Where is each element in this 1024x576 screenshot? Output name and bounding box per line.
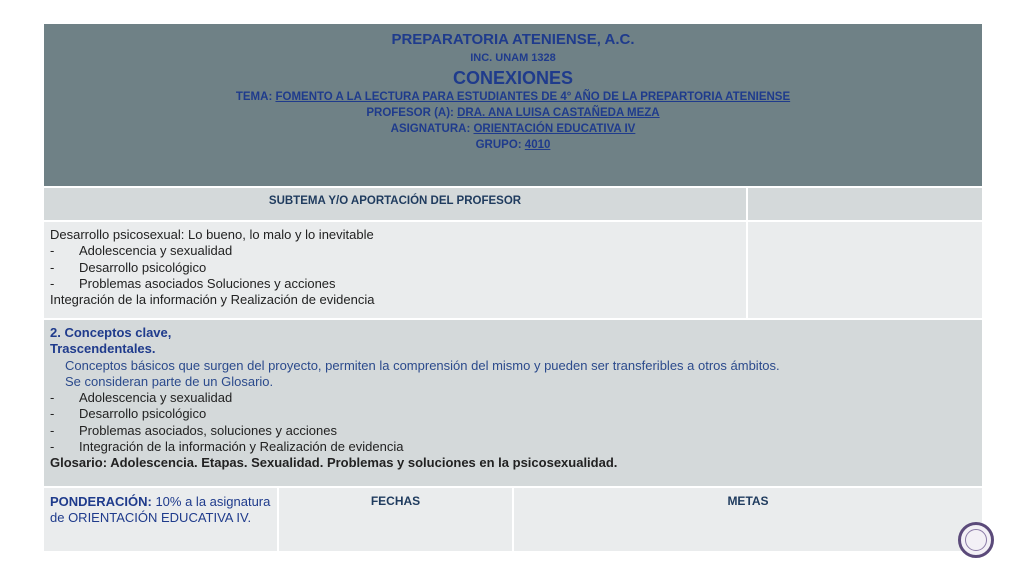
grupo-label: GRUPO:	[475, 139, 525, 151]
list-item-text: Desarrollo psicológico	[79, 259, 207, 275]
conceptos-row	[44, 320, 982, 486]
subtema-row	[44, 222, 982, 318]
ponderacion-value: 10% a la asignatura	[151, 494, 271, 509]
tema-line	[44, 91, 982, 103]
bullet-dash: -	[50, 422, 55, 438]
ponderacion-line-2: de ORIENTACIÓN EDUCATIVA IV.	[50, 510, 252, 525]
grupo-line	[44, 139, 982, 151]
list-item	[50, 423, 976, 439]
ponderacion-label: PONDERACIÓN:	[50, 494, 152, 509]
bullet-dash: -	[50, 259, 55, 275]
conceptos-desc: Conceptos básicos que surgen del proyecto, permiten la comprensión del mismo y pueden ser transferibles a otros ámbitos.	[65, 357, 780, 373]
slide-number-badge-icon	[958, 522, 994, 558]
subtema-header-empty	[748, 188, 982, 220]
subtema-header-row	[44, 188, 982, 220]
conceptos-title: 2. Conceptos clave,	[50, 325, 172, 340]
asignatura-line	[44, 123, 982, 135]
bullet-dash: -	[50, 243, 55, 259]
subtema-content	[44, 222, 746, 318]
subtema-header: SUBTEMA Y/O APORTACIÓN DEL PROFESOR	[44, 188, 746, 220]
list-item-text: Problemas asociados Soluciones y acciones	[79, 275, 336, 291]
bullet-dash: -	[50, 390, 55, 406]
ponderacion-line	[50, 494, 271, 510]
list-item-text: Adolescencia y sexualidad	[79, 390, 233, 406]
list-item	[50, 439, 976, 455]
metas-header: METAS	[514, 488, 982, 551]
footer-row	[44, 488, 982, 551]
list-item-text: Adolescencia y sexualidad	[79, 243, 233, 259]
tema-label: TEMA:	[235, 91, 276, 103]
subtema-closing: Integración de la información y Realización de evidencia	[50, 292, 375, 308]
list-item-text: Integración de la información y Realización de evidencia	[79, 439, 404, 455]
header-banner	[44, 24, 982, 186]
list-item-text: Problemas asociados, soluciones y acciones	[79, 422, 337, 438]
ponderacion-cell	[44, 488, 277, 551]
school-name: PREPARATORIA ATENIENSE, A.C.	[391, 31, 635, 48]
grupo-value: 4010	[524, 139, 551, 151]
bullet-dash: -	[50, 406, 55, 422]
conceptos-subtitle: Trascendentales.	[50, 341, 156, 357]
conceptos-desc-2: Se consideran parte de un Glosario.	[65, 373, 274, 389]
subtema-empty-cell	[748, 222, 982, 318]
incorporation: INC. UNAM 1328	[470, 52, 556, 64]
list-item	[50, 243, 740, 259]
profesor-value: DRA. ANA LUISA CASTAÑEDA MEZA	[457, 107, 660, 119]
badge-inner-ring-icon	[965, 529, 987, 551]
bullet-dash: -	[50, 439, 55, 455]
list-item	[50, 276, 740, 292]
profesor-line	[44, 107, 982, 119]
tema-value: FOMENTO A LA LECTURA PARA ESTUDIANTES DE 4° AÑO DE LA PREPARTORIA ATENIENSE	[275, 91, 791, 103]
list-item	[50, 260, 740, 276]
page-title: CONEXIONES	[452, 68, 574, 88]
list-item	[50, 390, 976, 406]
profesor-label: PROFESOR (A):	[366, 107, 458, 119]
glosario-line: Glosario: Adolescencia. Etapas. Sexualidad. Problemas y soluciones en la psicosexualidad.	[50, 455, 618, 471]
asignatura-label: ASIGNATURA:	[390, 123, 474, 135]
list-item	[50, 406, 976, 422]
course-table	[44, 24, 982, 551]
asignatura-value: ORIENTACIÓN EDUCATIVA IV	[473, 123, 636, 135]
list-item-text: Desarrollo psicológico	[79, 406, 207, 422]
bullet-dash: -	[50, 275, 55, 291]
fechas-header: FECHAS	[279, 488, 512, 551]
subtema-intro: Desarrollo psicosexual: Lo bueno, lo malo y lo inevitable	[50, 227, 374, 242]
conceptos-content	[44, 320, 982, 486]
